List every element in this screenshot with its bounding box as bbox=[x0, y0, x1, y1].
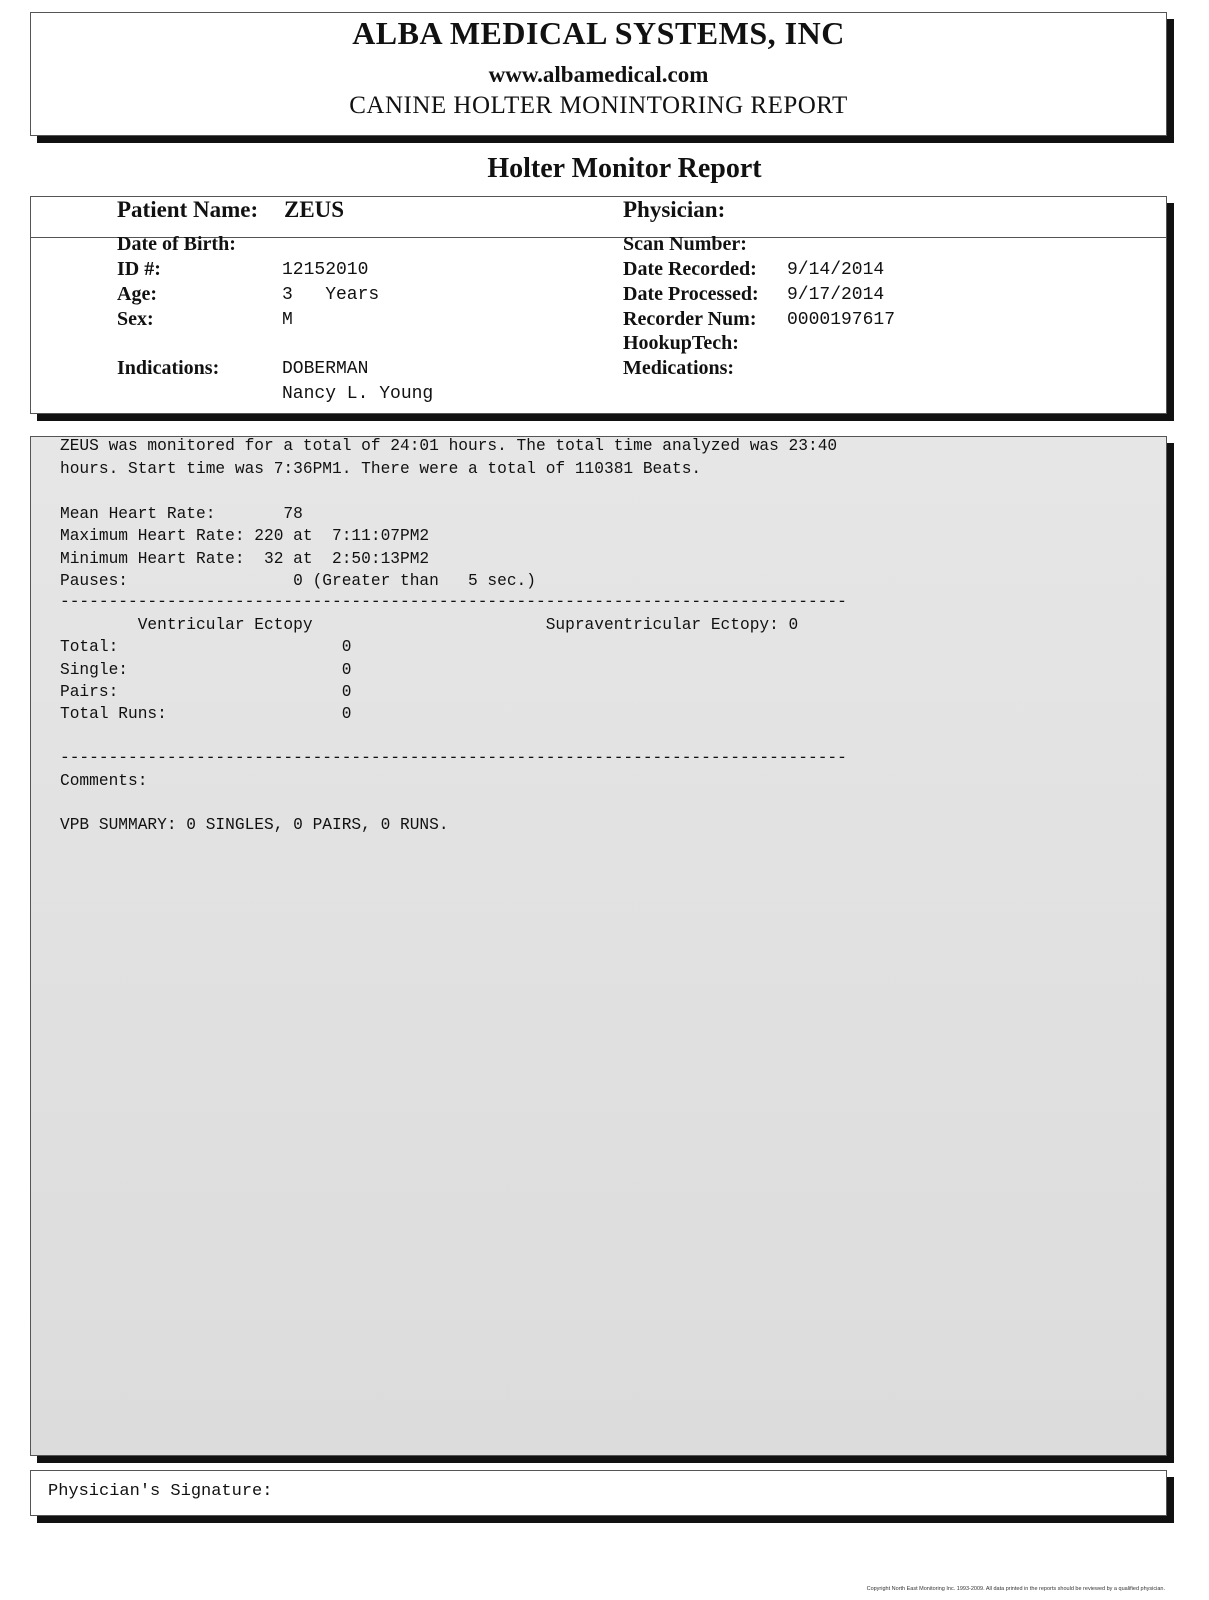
vpb-summary: VPB SUMMARY: 0 SINGLES, 0 PAIRS, 0 RUNS. bbox=[60, 816, 449, 834]
patient-name-label: Patient Name: bbox=[117, 197, 259, 222]
date-recorded-value: 9/14/2014 bbox=[787, 260, 885, 280]
dob-label: Date of Birth: bbox=[117, 233, 236, 255]
recorder-num-label: Recorder Num: bbox=[623, 308, 757, 330]
report-type: CANINE HOLTER MONINTORING REPORT bbox=[349, 92, 848, 119]
patient-info-box bbox=[30, 196, 1167, 414]
max-heart-rate: Maximum Heart Rate: 220 at 7:11:07PM2 bbox=[60, 527, 430, 545]
separator-2: --------------------------------------------------------------------------------- bbox=[60, 749, 847, 767]
mean-heart-rate: Mean Heart Rate: 78 bbox=[60, 505, 303, 523]
medications-label: Medications: bbox=[623, 357, 735, 379]
indications-value: DOBERMAN bbox=[282, 359, 369, 379]
date-processed-label: Date Processed: bbox=[623, 283, 759, 305]
id-value: 12152010 bbox=[282, 260, 369, 280]
ectopy-header: Ventricular Ectopy Supraventricular Ectopy: 0 bbox=[60, 616, 799, 634]
pauses: Pauses: 0 (Greater than 5 sec.) bbox=[60, 572, 536, 590]
hookup-tech-label: HookupTech: bbox=[623, 332, 739, 354]
age-label: Age: bbox=[117, 283, 157, 305]
scan-number-label: Scan Number: bbox=[623, 233, 747, 255]
ectopy-pairs: Pairs: 0 bbox=[60, 683, 352, 701]
patient-name: ZEUS bbox=[284, 197, 345, 222]
ectopy-total-runs: Total Runs: 0 bbox=[60, 705, 352, 723]
sex-label: Sex: bbox=[117, 308, 154, 330]
id-label: ID #: bbox=[117, 258, 161, 280]
ectopy-total: Total: 0 bbox=[60, 638, 352, 656]
indications-value-2: Nancy L. Young bbox=[282, 384, 434, 404]
report-title: Holter Monitor Report bbox=[487, 153, 762, 184]
report-header bbox=[30, 12, 1167, 136]
comments-label: Comments: bbox=[60, 772, 148, 790]
indications-label: Indications: bbox=[117, 357, 220, 379]
date-recorded-label: Date Recorded: bbox=[623, 258, 757, 280]
recorder-num-value: 0000197617 bbox=[787, 310, 896, 330]
report-summary-box bbox=[30, 436, 1167, 1456]
company-website: www.albamedical.com bbox=[488, 62, 709, 87]
summary-line-1: ZEUS was monitored for a total of 24:01 hours. The total time analyzed was 23:40 bbox=[60, 437, 838, 455]
physician-signature-label: Physician's Signature: bbox=[48, 1482, 273, 1501]
copyright-footer: Copyright North East Monitoring Inc. 1993-2009. All data printed in the reports should be reviewed by a qualified physician. bbox=[866, 1586, 1165, 1592]
age-value: 3 Years bbox=[282, 285, 380, 305]
summary-line-2: hours. Start time was 7:36PM1. There were a total of 110381 Beats. bbox=[60, 460, 702, 478]
sex-value: M bbox=[282, 310, 293, 330]
physician-label: Physician: bbox=[623, 197, 726, 222]
signature-box bbox=[30, 1470, 1167, 1516]
company-name: ALBA MEDICAL SYSTEMS, INC bbox=[352, 15, 845, 51]
date-processed-value: 9/17/2014 bbox=[787, 285, 885, 305]
ectopy-single: Single: 0 bbox=[60, 661, 352, 679]
min-heart-rate: Minimum Heart Rate: 32 at 2:50:13PM2 bbox=[60, 550, 430, 568]
separator-1: --------------------------------------------------------------------------------- bbox=[60, 593, 847, 611]
